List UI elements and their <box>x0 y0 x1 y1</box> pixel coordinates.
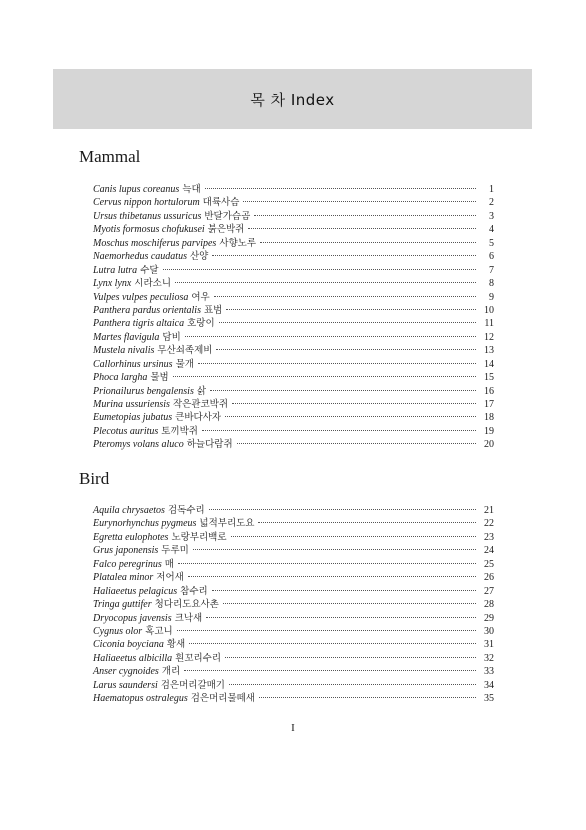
scientific-name: Haliaeetus pelagicus <box>93 585 178 597</box>
entry-page-number: 25 <box>484 558 494 570</box>
dot-leader <box>237 443 476 444</box>
dot-leader <box>206 617 476 618</box>
scientific-name: Plecotus auritus <box>93 425 159 437</box>
dot-leader <box>209 509 476 510</box>
toc-entry[interactable] <box>93 544 494 557</box>
dot-leader <box>175 282 476 283</box>
entry-page-number: 29 <box>484 612 494 624</box>
entry-page-number: 14 <box>484 358 494 370</box>
dot-leader <box>177 630 476 631</box>
scientific-name: Eumetopias jubatus <box>93 412 173 424</box>
korean-name: 넓적부리도요 <box>199 518 255 530</box>
entry-page-number: 10 <box>484 304 494 316</box>
scientific-name: Murina ussuriensis <box>93 399 170 410</box>
korean-name: 반달가슴곰 <box>204 210 251 222</box>
scientific-name: Ciconia boyciana <box>93 639 164 651</box>
dot-leader <box>184 670 476 671</box>
entry-page-number: 12 <box>484 331 494 343</box>
entry-page-number: 35 <box>484 693 494 705</box>
scientific-name: Naemorhedus caudatus <box>93 251 187 263</box>
dot-leader <box>178 563 476 564</box>
section-heading-bird: Bird <box>79 469 110 488</box>
dot-leader <box>225 657 476 658</box>
korean-name: 검은머리갈매기 <box>160 679 225 691</box>
scientific-name: Vulpes vulpes peculiosa <box>93 291 189 303</box>
entry-page-number: 18 <box>484 412 494 424</box>
toc-entry[interactable] <box>93 385 494 398</box>
page-number: I <box>291 722 295 734</box>
dot-leader <box>185 336 476 337</box>
scientific-name: Lynx lynx <box>93 278 132 290</box>
section-heading-mammal: Mammal <box>79 147 141 166</box>
scientific-name: Larus saundersi <box>93 679 158 691</box>
dot-leader <box>260 242 476 243</box>
entry-page-number: 34 <box>484 679 494 691</box>
korean-name: 노랑부리백로 <box>171 531 227 543</box>
entry-page-number: 7 <box>489 264 494 276</box>
toc-entry[interactable] <box>93 264 494 277</box>
entry-page-number: 20 <box>484 439 494 451</box>
toc-entry[interactable] <box>93 585 494 598</box>
toc-entry[interactable] <box>93 679 494 692</box>
dot-leader <box>243 201 476 202</box>
scientific-name: Phoca largha <box>93 372 148 384</box>
bird-entry-list <box>93 504 494 706</box>
entry-page-number: 27 <box>484 585 494 597</box>
dot-leader <box>226 309 476 310</box>
korean-name: 붉은박쥐 <box>207 224 245 236</box>
dot-leader <box>216 349 476 350</box>
dot-leader <box>189 643 476 644</box>
entry-page-number: 16 <box>484 385 494 397</box>
toc-entry[interactable] <box>93 438 494 451</box>
dot-leader <box>173 376 476 377</box>
entry-page-number: 15 <box>484 372 494 384</box>
dot-leader <box>225 416 476 417</box>
entry-page-number: 9 <box>489 291 494 303</box>
korean-name: 삵 <box>196 385 207 397</box>
toc-entry[interactable] <box>93 638 494 651</box>
korean-name: 개리 <box>161 666 181 678</box>
korean-name: 늑대 <box>182 184 201 195</box>
scientific-name: Tringa guttifer <box>93 599 152 611</box>
scientific-name: Dryocopus javensis <box>93 612 172 624</box>
title-banner <box>53 69 532 129</box>
toc-entry[interactable] <box>93 612 494 625</box>
scientific-name: Cervus nippon hortulorum <box>93 197 200 209</box>
toc-entry[interactable] <box>93 652 494 665</box>
scientific-name: Platalea minor <box>93 572 154 584</box>
toc-entry[interactable] <box>93 425 494 438</box>
korean-name: 사향노루 <box>219 237 257 249</box>
entry-page-number: 23 <box>484 531 494 543</box>
toc-entry[interactable] <box>93 398 494 411</box>
toc-entry[interactable] <box>93 183 494 196</box>
scientific-name: Ursus thibetanus ussuricus <box>93 210 202 222</box>
toc-entry[interactable] <box>93 304 494 317</box>
toc-entry[interactable] <box>93 598 494 611</box>
toc-entry[interactable] <box>93 517 494 530</box>
toc-entry[interactable] <box>93 291 494 304</box>
toc-entry[interactable] <box>93 571 494 584</box>
korean-name: 여우 <box>191 291 210 303</box>
scientific-name: Falco peregrinus <box>93 558 162 570</box>
dot-leader <box>248 228 476 229</box>
toc-entry[interactable] <box>93 210 494 223</box>
scientific-name: Anser cygnoides <box>93 666 159 678</box>
korean-name: 검은머리물떼새 <box>190 693 255 705</box>
toc-entry[interactable] <box>93 331 494 344</box>
korean-name: 청다리도요사촌 <box>154 599 219 611</box>
toc-entry[interactable] <box>93 196 494 209</box>
dot-leader <box>223 603 476 604</box>
entry-page-number: 17 <box>484 399 494 410</box>
dot-leader <box>202 430 476 431</box>
dot-leader <box>259 697 476 698</box>
korean-name: 매 <box>164 558 174 570</box>
toc-entry[interactable] <box>93 625 494 638</box>
scientific-name: Grus japonensis <box>93 545 159 557</box>
korean-name: 두루미 <box>161 545 189 557</box>
korean-name: 물범 <box>150 372 169 384</box>
dot-leader <box>219 322 476 323</box>
korean-name: 담비 <box>162 331 181 343</box>
entry-page-number: 31 <box>484 639 494 651</box>
scientific-name: Panthera pardus orientalis <box>93 304 201 316</box>
entry-page-number: 28 <box>484 599 494 611</box>
korean-name: 토끼박쥐 <box>161 425 198 437</box>
toc-entry[interactable] <box>93 531 494 544</box>
scientific-name: Mustela nivalis <box>93 345 155 357</box>
toc-entry[interactable] <box>93 504 494 517</box>
toc-entry[interactable] <box>93 665 494 678</box>
korean-name: 무산쇠족제비 <box>157 345 213 357</box>
dot-leader <box>205 188 476 189</box>
korean-name: 작은관코박쥐 <box>172 399 229 410</box>
entry-page-number: 33 <box>484 666 494 678</box>
scientific-name: Panthera tigris altaica <box>93 318 185 330</box>
scientific-name: Cygnus olor <box>93 625 143 637</box>
toc-entry[interactable] <box>93 317 494 330</box>
toc-entry[interactable] <box>93 411 494 424</box>
korean-name: 물개 <box>175 358 194 370</box>
scientific-name: Haliaeetus albicilla <box>93 652 173 664</box>
toc-entry[interactable] <box>93 344 494 357</box>
scientific-name: Haematopus ostralegus <box>93 693 188 705</box>
scientific-name: Eurynorhynchus pygmeus <box>93 518 197 530</box>
entry-page-number: 6 <box>489 251 494 263</box>
dot-leader <box>254 215 476 216</box>
scientific-name: Moschus moschiferus parvipes <box>93 237 217 249</box>
page-title: 목 차 Index <box>250 90 335 109</box>
entry-page-number: 11 <box>484 318 494 330</box>
toc-entry[interactable] <box>93 250 494 263</box>
korean-name: 대륙사슴 <box>202 197 240 209</box>
entry-page-number: 30 <box>484 625 494 637</box>
korean-name: 저어새 <box>156 572 184 584</box>
dot-leader <box>210 390 476 391</box>
korean-name: 호랑이 <box>187 318 215 330</box>
dot-leader <box>214 296 476 297</box>
entry-page-number: 22 <box>484 518 494 530</box>
dot-leader <box>258 522 476 523</box>
scientific-name: Myotis formosus chofukusei <box>93 224 205 236</box>
entry-page-number: 1 <box>489 184 494 195</box>
korean-name: 크낙새 <box>174 612 203 624</box>
korean-name: 큰바다사자 <box>175 412 222 424</box>
scientific-name: Egretta eulophotes <box>93 531 169 543</box>
entry-page-number: 8 <box>489 278 494 290</box>
dot-leader <box>212 590 476 591</box>
scientific-name: Pteromys volans aluco <box>93 439 184 451</box>
entry-page-number: 19 <box>484 425 494 437</box>
entry-page-number: 5 <box>489 237 494 249</box>
scientific-name: Canis lupus coreanus <box>93 184 180 195</box>
scientific-name: Prionailurus bengalensis <box>93 385 194 397</box>
korean-name: 시라소니 <box>134 278 172 290</box>
toc-entry[interactable] <box>93 277 494 290</box>
entry-page-number: 32 <box>484 652 494 664</box>
entry-page-number: 3 <box>489 210 494 222</box>
dot-leader <box>188 576 476 577</box>
entry-page-number: 26 <box>484 572 494 584</box>
toc-entry[interactable] <box>93 558 494 571</box>
dot-leader <box>231 536 476 537</box>
entry-page-number: 2 <box>489 197 494 209</box>
scientific-name: Aquila chrysaetos <box>93 505 165 516</box>
korean-name: 수달 <box>140 264 159 276</box>
korean-name: 혹고니 <box>145 625 173 637</box>
dot-leader <box>198 363 476 364</box>
toc-entry[interactable] <box>93 371 494 384</box>
entry-page-number: 4 <box>489 224 494 236</box>
scientific-name: Callorhinus ursinus <box>93 358 173 370</box>
entry-page-number: 21 <box>484 505 494 516</box>
korean-name: 황새 <box>166 639 186 651</box>
korean-name: 참수리 <box>180 585 208 597</box>
entry-page-number: 24 <box>484 545 494 557</box>
toc-entry[interactable] <box>93 358 494 371</box>
dot-leader <box>212 255 476 256</box>
korean-name: 산양 <box>189 251 209 263</box>
entry-page-number: 13 <box>484 345 494 357</box>
mammal-entry-list <box>93 183 494 452</box>
dot-leader <box>232 403 476 404</box>
korean-name: 검독수리 <box>167 505 205 516</box>
korean-name: 흰꼬리수리 <box>175 652 222 664</box>
scientific-name: Martes flavigula <box>93 331 160 343</box>
dot-leader <box>193 549 476 550</box>
scientific-name: Lutra lutra <box>93 264 138 276</box>
korean-name: 하늘다람쥐 <box>186 439 233 451</box>
toc-entry[interactable] <box>93 692 494 705</box>
toc-entry[interactable] <box>93 237 494 250</box>
toc-entry[interactable] <box>93 223 494 236</box>
dot-leader <box>229 684 476 685</box>
korean-name: 표범 <box>203 304 223 316</box>
dot-leader <box>163 269 476 270</box>
